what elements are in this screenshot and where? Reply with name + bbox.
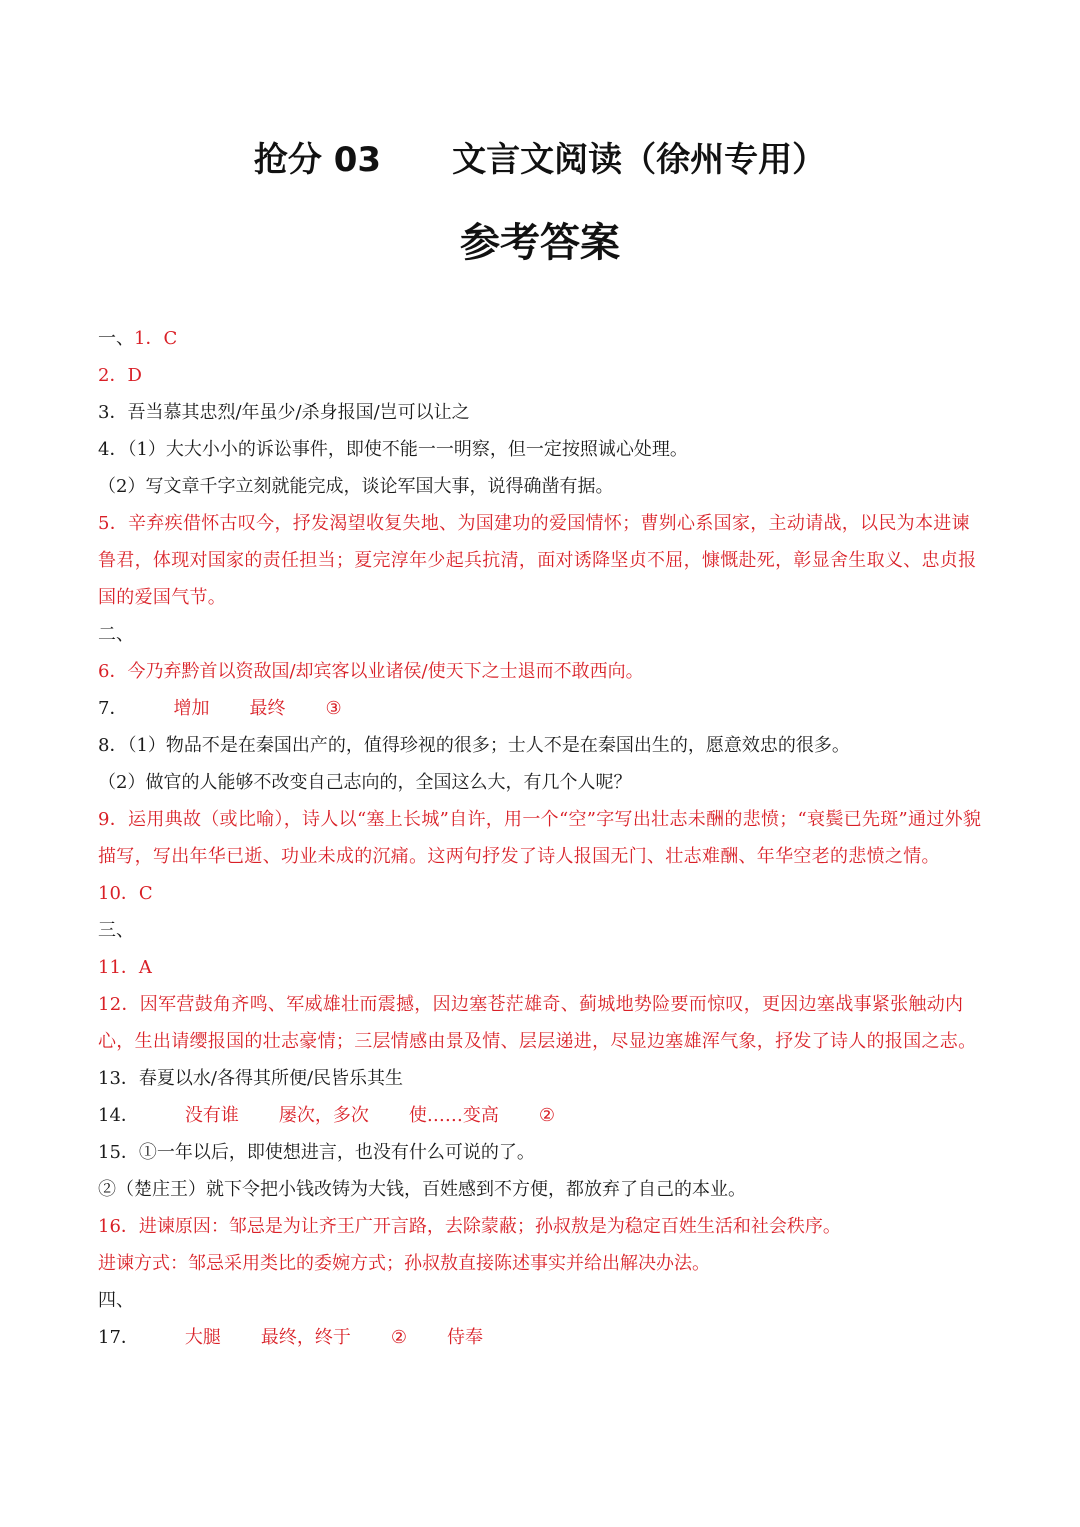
section-label-1: 一、 (98, 328, 134, 349)
q7-answer-c: ③ (325, 698, 342, 719)
answer-q15-1: 15．①一年以后，即使想进言，也没有什么可说的了。 (98, 1142, 535, 1163)
document-title: 抢分 03 文言文阅读（徐州专用） (253, 140, 827, 180)
q14-answer-b: 屡次，多次 (278, 1105, 369, 1126)
section-label-3: 三、 (98, 920, 134, 941)
answer-q16-2: 进谏方式：邹忌采用类比的委婉方式；孙叔敖直接陈述事实并给出解决办法。 (98, 1253, 710, 1274)
q14-answer-c: 使……变高 (408, 1105, 499, 1126)
q14-answer-d: ② (538, 1105, 556, 1126)
answer-q4-2: （2）写文章千字立刻就能完成，谈论军国大事，说得确凿有据。 (98, 476, 614, 497)
q7-answer-b: 最终 (249, 698, 286, 719)
answer-q3: 3．吾当慕其忠烈/年虽少/杀身报国/岂可以让之 (98, 402, 470, 423)
answer-q6: 6．今乃弃黔首以资敌国/却宾客以业诸侯/使天下之士退而不敢西向。 (98, 661, 644, 682)
answer-q11: 11．A (98, 957, 152, 978)
answer-list (98, 320, 988, 1356)
answer-line-q1 (98, 320, 988, 357)
q17-number: 17． (98, 1327, 139, 1348)
answer-q12: 12．因军营鼓角齐鸣、军威雄壮而震撼，因边塞苍茫雄奇、蓟城地势险要而惊叹，更因边塞战事紧张触动内心，生出请缨报国的壮志豪情；三层情感由景及情、层层递进，尽显边塞雄浑气象，抒发了诗人的报国之志。 (98, 994, 977, 1052)
answer-q14 (98, 1097, 988, 1134)
answer-q1: 1．C (134, 328, 178, 349)
answer-q7 (98, 690, 988, 727)
q17-answer-a: 大腿 (184, 1327, 221, 1348)
section-label-2: 二、 (98, 624, 134, 645)
section-label-4: 四、 (98, 1290, 134, 1311)
answer-q13: 13．春夏以水/各得其所便/民皆乐其生 (98, 1068, 404, 1089)
answer-q8-1: 8．（1）物品不是在秦国出产的，值得珍视的很多；士人不是在秦国出生的，愿意效忠的很多。 (98, 735, 850, 756)
answer-q17 (98, 1319, 988, 1356)
q17-answer-b: 最终，终于 (260, 1327, 351, 1348)
answer-q9: 9．运用典故（或比喻），诗人以“塞上长城”自许，用一个“空”字写出壮志未酬的悲愤；“衰鬓已先斑”通过外貌描写，写出年华已逝、功业未成的沉痛。这两句抒发了诗人报国无门、壮志难酬、年华空老的悲愤之情。 (98, 809, 982, 867)
q17-answer-c: ② (390, 1327, 408, 1348)
answer-q16-1: 16．进谏原因：邹忌是为让齐王广开言路，去除蒙蔽；孙叔敖是为稳定百姓生活和社会秩序。 (98, 1216, 841, 1237)
answer-q15-2: ②（楚庄王）就下令把小钱改铸为大钱，百姓感到不方便，都放弃了自己的本业。 (98, 1179, 746, 1200)
document-subtitle: 参考答案 (460, 220, 620, 266)
answer-q4-1: 4．（1）大大小小的诉讼事件，即使不能一一明察，但一定按照诚心处理。 (98, 439, 688, 460)
q14-answer-a: 没有谁 (184, 1105, 239, 1126)
q14-number: 14． (98, 1105, 139, 1126)
q17-answer-d: 侍奉 (447, 1327, 484, 1348)
q7-number: 7． (98, 698, 128, 719)
answer-q5: 5．辛弃疾借怀古叹今，抒发渴望收复失地、为国建功的爱国情怀；曹刿心系国家，主动请战，以民为本进谏鲁君，体现对国家的责任担当；夏完淳年少起兵抗清，面对诱降坚贞不屈，慷慨赴死，彰显舍生取义、忠贞报国的爱国气节。 (98, 513, 977, 608)
answer-q2: 2．D (98, 365, 142, 386)
answer-q8-2: （2）做官的人能够不改变自己志向的，全国这么大，有几个人呢？ (98, 772, 632, 793)
q7-answer-a: 增加 (173, 698, 210, 719)
answer-q10: 10．C (98, 883, 153, 904)
